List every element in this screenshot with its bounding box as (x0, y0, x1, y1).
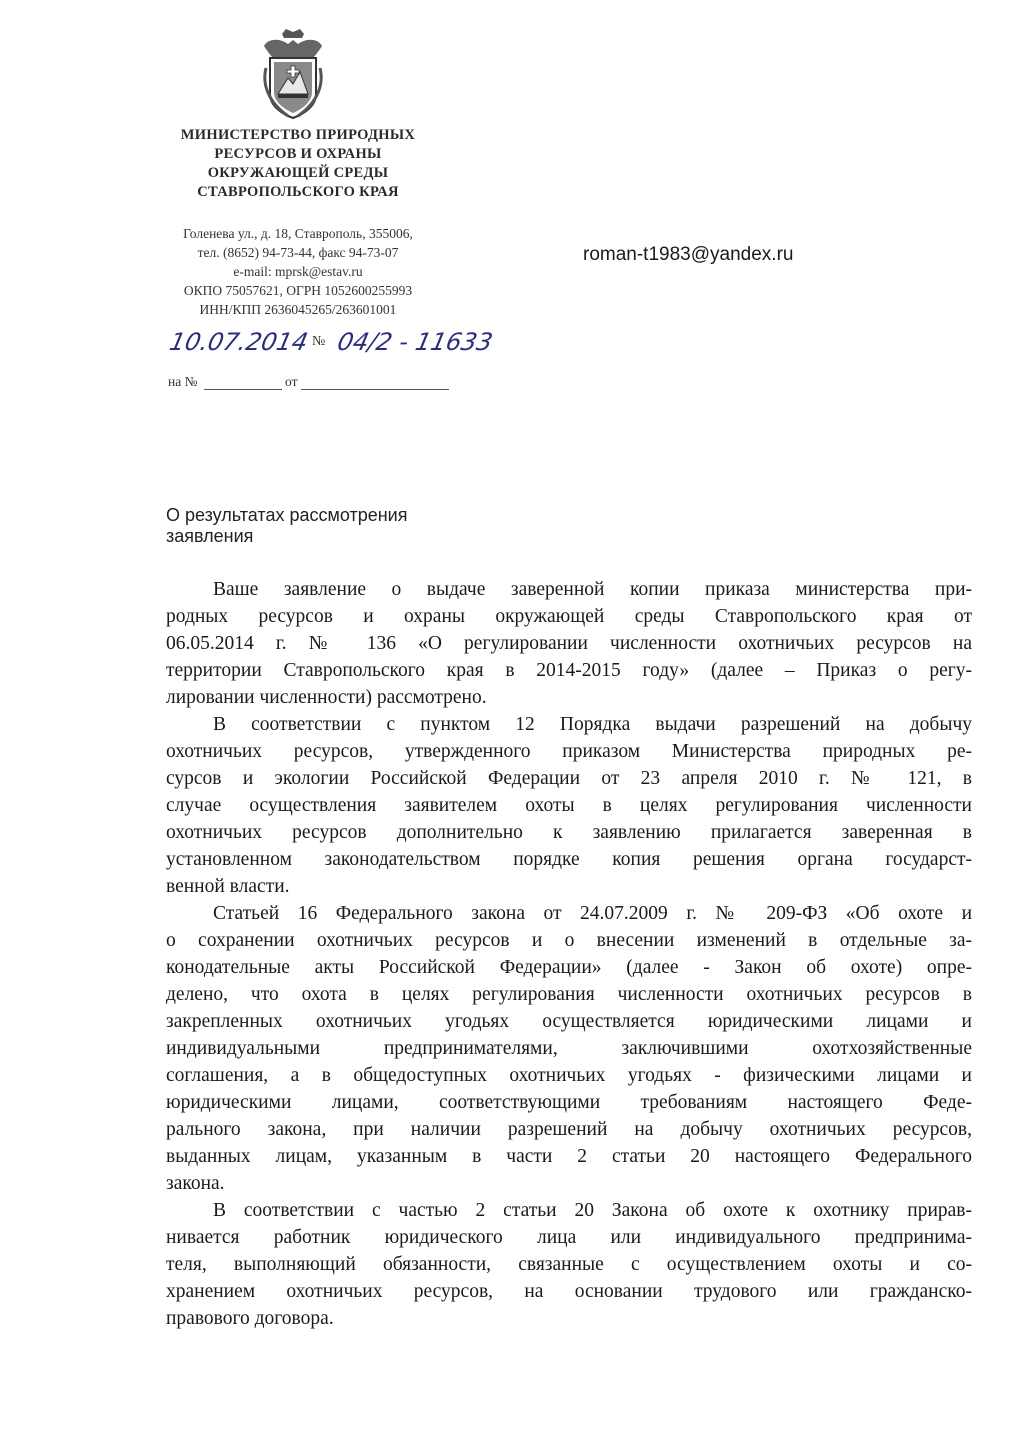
ref-date-blank (301, 389, 449, 390)
subject-line: О результатах рассмотрения (166, 505, 408, 525)
ministry-address (148, 224, 448, 319)
letter-body (166, 576, 972, 1332)
body-line: Ваше заявление о выдаче заверенной копии приказа министерства при- (213, 579, 972, 600)
address-line: e-mail: mprsk@estav.ru (233, 264, 363, 279)
body-line: закона. (166, 1173, 225, 1194)
reference-line (168, 374, 458, 394)
body-line: установленном законодательством порядке копия решения органа государст- (166, 849, 972, 870)
ministry-line: СТАВРОПОЛЬСКОГО КРАЯ (197, 184, 399, 200)
body-line: рального закона, при наличии разрешений на добычу охотничьих ресурсов, (166, 1119, 972, 1140)
paragraph-1 (166, 576, 972, 711)
outgoing-number: 04/2 - 11633 (335, 328, 496, 356)
address-line: ИНН/КПП 2636045265/263601001 (199, 302, 397, 317)
body-line: о сохранении охотничьих ресурсов и о внесении изменений в отдельные за- (166, 930, 972, 951)
body-line: Статьей 16 Федерального закона от 24.07.2009 г. № 209-ФЗ «Об охоте и (213, 903, 972, 924)
ministry-line: МИНИСТЕРСТВО ПРИРОДНЫХ (180, 127, 416, 143)
paragraph-2 (166, 711, 972, 900)
paragraph-4 (166, 1197, 972, 1332)
ministry-line: ОКРУЖАЮЩЕЙ СРЕДЫ (207, 165, 389, 181)
body-line: нивается работник юридического лица или индивидуального предпринима- (166, 1227, 972, 1248)
body-line: 06.05.2014 г. № 136 «О регулировании численности охотничьих ресурсов на (166, 633, 972, 654)
body-line: закрепленных охотничьих угодьях осуществляется юридическими лицами и (166, 1011, 972, 1032)
body-line: В соответствии с пунктом 12 Порядка выдачи разрешений на добычу (213, 714, 972, 735)
body-line: конодательные акты Российской Федерации» (далее - Закон об охоте) опре- (166, 957, 972, 978)
body-line: юридическими лицами, соответствующими требованиям настоящего Феде- (166, 1092, 972, 1113)
body-line: правового договора. (166, 1308, 334, 1329)
body-line: делено, что охота в целях регулирования численности охотничьих ресурсов в (166, 984, 972, 1005)
body-line: охотничьих ресурсов, утвержденного приказом Министерства природных ре- (166, 741, 972, 762)
body-line: родных ресурсов и охраны окружающей среды Ставропольского края от (166, 606, 972, 627)
outgoing-date: 10.07.2014 (167, 328, 311, 356)
body-line: территории Ставропольского края в 2014-2015 году» (далее – Приказ о регу- (166, 660, 972, 681)
subject-line: заявления (166, 526, 254, 546)
ministry-line: РЕСУРСОВ И ОХРАНЫ (214, 146, 382, 162)
body-line: индивидуальными предпринимателями, заключившими охотхозяйственные (166, 1038, 972, 1059)
body-line: В соответствии с частью 2 статьи 20 Закона об охоте к охотнику прирав- (213, 1200, 972, 1221)
body-line: сурсов и экологии Российской Федерации от 23 апреля 2010 г. № 121, в (166, 768, 972, 789)
body-line: лировании численности) рассмотрено. (166, 687, 487, 708)
number-sign: № (312, 334, 326, 349)
subject (166, 505, 486, 547)
outgoing-registration (166, 326, 496, 360)
address-line: тел. (8652) 94-73-44, факс 94-73-07 (197, 245, 399, 260)
ref-label-no: на № (168, 374, 198, 389)
body-line: венной власти. (166, 876, 290, 897)
ministry-name (148, 126, 448, 202)
body-line: выданных лицам, указанным в части 2 статьи 20 настоящего Федерального (166, 1146, 972, 1167)
body-line: охотничьих ресурсов дополнительно к заявлению прилагается заверенная в (166, 822, 972, 843)
body-line: теля, выполняющий обязанности, связанные с осуществлением охоты и со- (166, 1254, 972, 1275)
body-line: соглашения, а в общедоступных охотничьих угодьях - физическими лицами и (166, 1065, 972, 1086)
body-line: случае осуществления заявителем охоты в целях регулирования численности (166, 795, 972, 816)
address-line: ОКПО 75057621, ОГРН 1052600255993 (183, 283, 413, 298)
coat-of-arms-emblem (258, 28, 328, 120)
recipient-email: roman-t1983@yandex.ru (583, 244, 794, 265)
paragraph-3 (166, 900, 972, 1197)
body-line: хранением охотничьих ресурсов, на основании трудового или гражданско- (166, 1281, 972, 1302)
ref-number-blank (204, 389, 282, 390)
address-line: Голенева ул., д. 18, Ставрополь, 355006, (183, 226, 413, 241)
ref-label-from: от (285, 374, 298, 389)
